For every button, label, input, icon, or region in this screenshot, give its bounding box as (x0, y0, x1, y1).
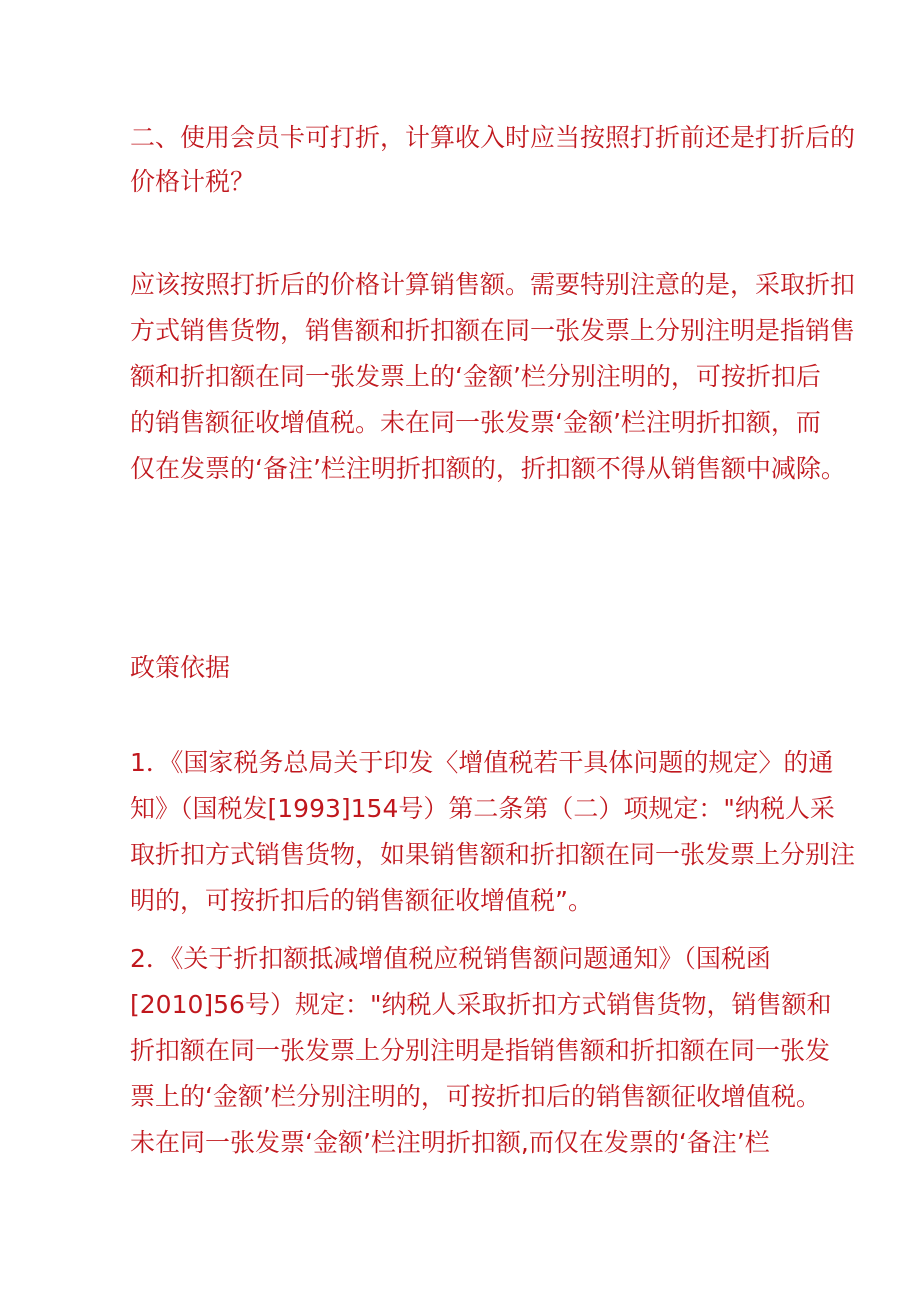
reference-item-2 (130, 936, 832, 1166)
answer-paragraph (130, 262, 856, 492)
reference-line: [2010]56号）规定："纳税人采取折扣方式销售货物，销售额和 (130, 990, 832, 1019)
policy-heading-text: 政策依据 (130, 653, 231, 682)
reference-item-1 (130, 740, 856, 924)
reference-line: 1．《国家税务总局关于印发〈增值税若干具体问题的规定〉的通 (130, 748, 834, 777)
reference-line: 知》（国税发[1993]154号）第二条第（二）项规定："纳税人采 (130, 794, 835, 823)
answer-line: 额和折扣额在同一张发票上的‘金额’栏分别注明的，可按折扣后 (130, 362, 821, 391)
reference-line: 2．《关于折扣额抵减增值税应税销售额问题通知》（国税函 (130, 944, 771, 973)
reference-line: 票上的‘金额’栏分别注明的，可按折扣后的销售额征收增值税。 (130, 1082, 821, 1111)
answer-line: 应该按照打折后的价格计算销售额。需要特别注意的是，采取折扣 (130, 270, 856, 299)
reference-line: 明的，可按折扣后的销售额征收增值税”。 (130, 886, 593, 915)
answer-line: 仅在发票的‘备注’栏注明折扣额的，折扣额不得从销售额中减除。 (130, 454, 846, 483)
answer-line: 方式销售货物，销售额和折扣额在同一张发票上分别注明是指销售 (130, 316, 856, 345)
policy-heading (130, 648, 810, 688)
reference-line: 折扣额在同一张发票上分别注明是指销售额和折扣额在同一张发 (130, 1036, 831, 1065)
answer-line: 的销售额征收增值税。未在同一张发票‘金额’栏注明折扣额，而 (130, 408, 821, 437)
question-heading (130, 116, 856, 204)
question-line: 价格计税？ (130, 167, 256, 196)
reference-line: 取折扣方式销售货物，如果销售额和折扣额在同一张发票上分别注 (130, 840, 856, 869)
question-line: 二、使用会员卡可打折，计算收入时应当按照打折前还是打折后的 (130, 123, 856, 152)
reference-line: 未在同一张发票‘金额’栏注明折扣额,而仅在发票的‘备注’栏 (130, 1128, 770, 1157)
